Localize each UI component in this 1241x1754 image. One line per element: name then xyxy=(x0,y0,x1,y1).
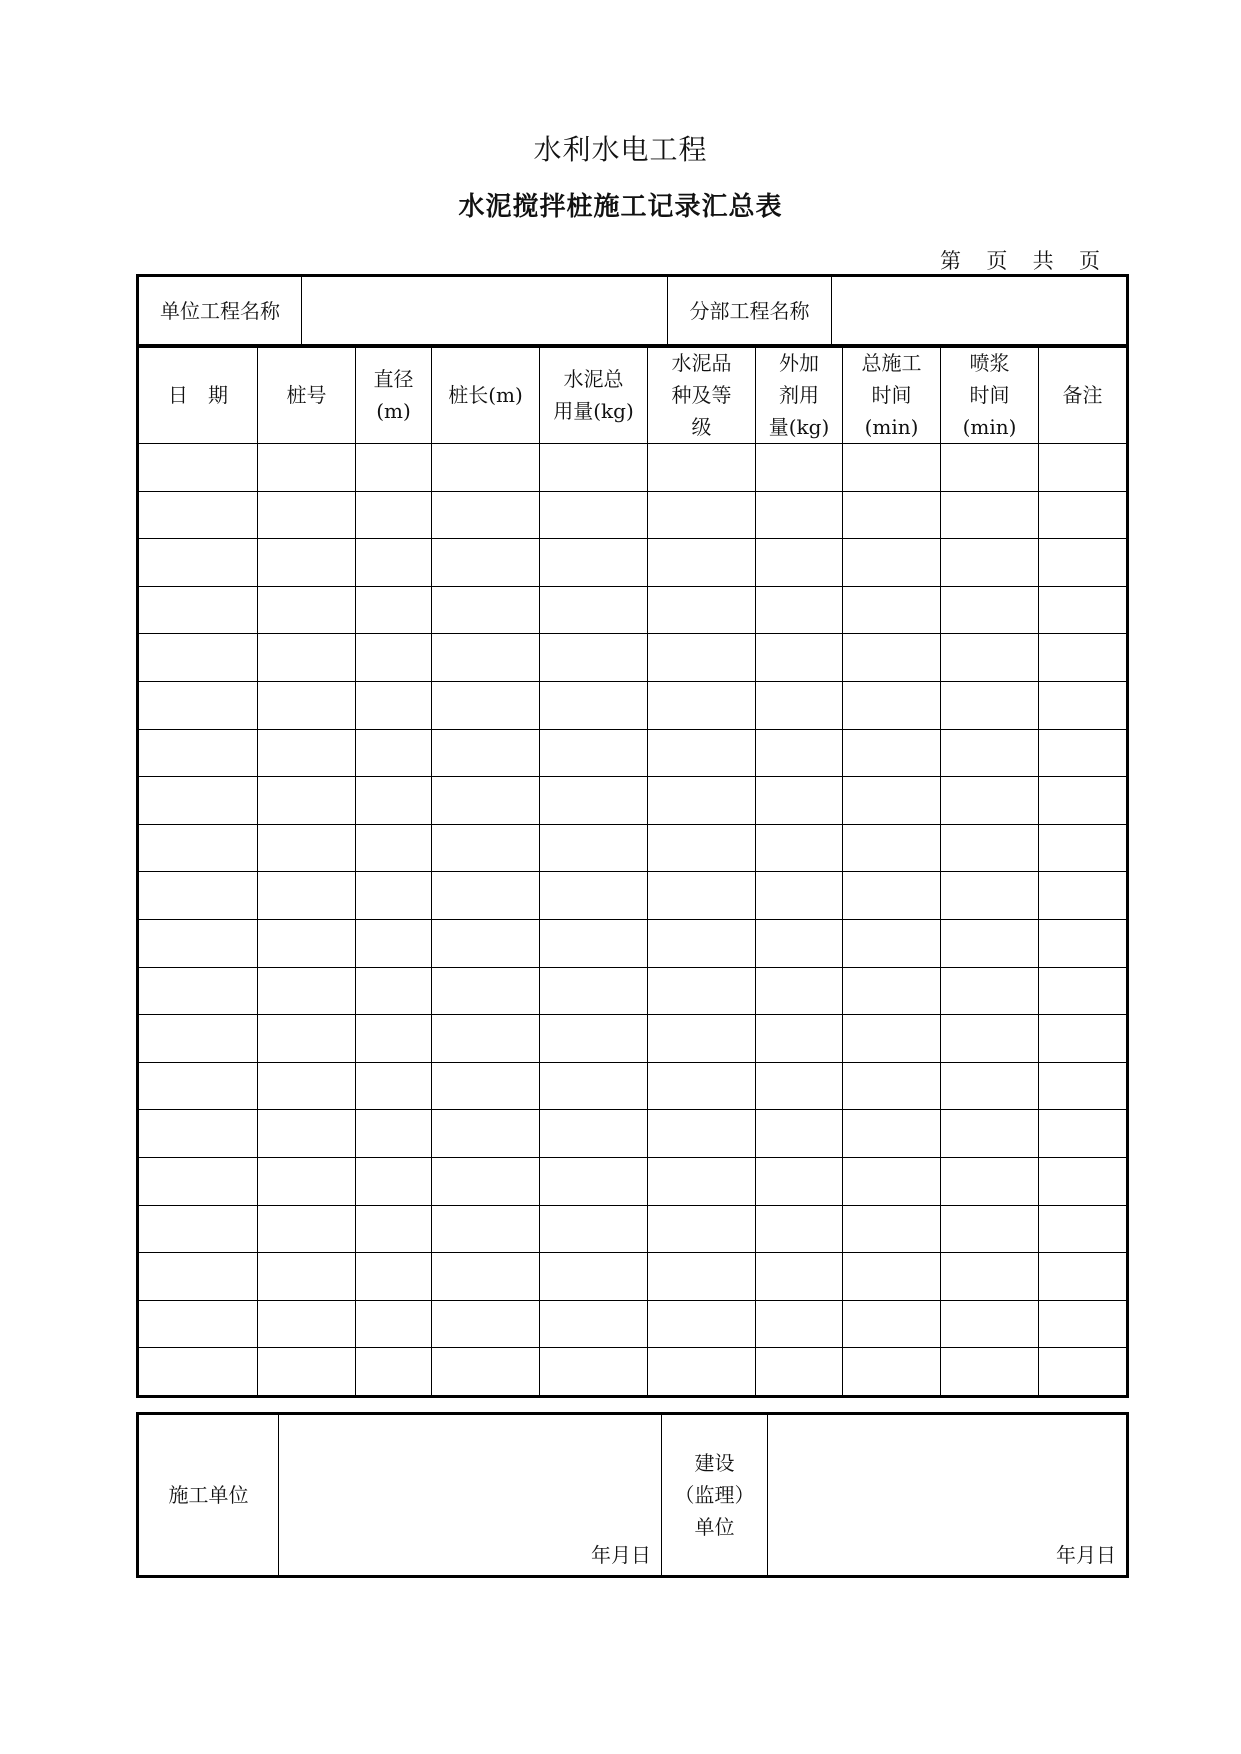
table-cell[interactable] xyxy=(138,729,258,777)
table-cell[interactable] xyxy=(356,1253,432,1301)
page-label-gong: 共 xyxy=(1032,249,1054,273)
table-cell[interactable] xyxy=(756,1062,843,1110)
table-cell[interactable] xyxy=(258,729,356,777)
table-cell[interactable] xyxy=(432,1157,540,1205)
table-cell[interactable] xyxy=(432,681,540,729)
table-cell[interactable] xyxy=(648,444,756,492)
table-cell[interactable] xyxy=(756,1110,843,1158)
table-cell[interactable] xyxy=(1039,634,1128,682)
column-header-line: 种及等 xyxy=(671,383,732,407)
table-cell[interactable] xyxy=(356,824,432,872)
table-cell[interactable] xyxy=(648,681,756,729)
table-cell[interactable] xyxy=(258,824,356,872)
table-cell[interactable] xyxy=(356,1157,432,1205)
column-header-line: (m) xyxy=(376,399,411,423)
page-label-ye: 页 xyxy=(986,249,1008,273)
table-cell[interactable] xyxy=(432,729,540,777)
table-cell[interactable] xyxy=(138,1205,258,1253)
table-cell[interactable] xyxy=(356,1062,432,1110)
table-cell[interactable] xyxy=(356,1110,432,1158)
table-cell[interactable] xyxy=(540,729,648,777)
table-cell[interactable] xyxy=(843,1110,941,1158)
table-row xyxy=(138,872,1128,920)
table-cell[interactable] xyxy=(138,681,258,729)
table-cell[interactable] xyxy=(1039,681,1128,729)
table-row xyxy=(138,1205,1128,1253)
table-cell[interactable] xyxy=(356,1205,432,1253)
table-cell[interactable] xyxy=(756,824,843,872)
table-cell[interactable] xyxy=(843,1348,941,1397)
table-cell[interactable] xyxy=(356,444,432,492)
table-cell[interactable] xyxy=(356,872,432,920)
table-cell[interactable] xyxy=(540,919,648,967)
table-cell[interactable] xyxy=(941,777,1039,825)
column-header xyxy=(648,346,756,444)
column-header-line: 日 期 xyxy=(168,383,228,407)
table-cell[interactable] xyxy=(843,586,941,634)
table-cell[interactable] xyxy=(258,491,356,539)
table-cell[interactable] xyxy=(540,1015,648,1063)
table-cell[interactable] xyxy=(756,586,843,634)
column-header-line: 喷浆 xyxy=(969,351,1010,375)
table-cell[interactable] xyxy=(356,491,432,539)
column-header-line: (min) xyxy=(962,415,1017,439)
column-header xyxy=(540,346,648,444)
table-cell[interactable] xyxy=(258,1015,356,1063)
column-header-line: 桩号 xyxy=(286,383,327,407)
table-cell[interactable] xyxy=(1039,1062,1128,1110)
table-cell[interactable] xyxy=(843,444,941,492)
table-cell[interactable] xyxy=(843,1300,941,1348)
table-cell[interactable] xyxy=(941,1015,1039,1063)
table-cell[interactable] xyxy=(648,824,756,872)
table-cell[interactable] xyxy=(540,634,648,682)
table-cell[interactable] xyxy=(138,1348,258,1397)
table-cell[interactable] xyxy=(1039,1205,1128,1253)
table-row xyxy=(138,824,1128,872)
column-header-line: 剂用 xyxy=(779,383,819,407)
table-cell[interactable] xyxy=(432,824,540,872)
document-title: 水利水电工程 xyxy=(533,133,708,166)
table-cell[interactable] xyxy=(941,539,1039,587)
table-row xyxy=(138,634,1128,682)
table-cell[interactable] xyxy=(1039,1157,1128,1205)
column-header xyxy=(756,346,843,444)
table-cell[interactable] xyxy=(138,1062,258,1110)
table-cell[interactable] xyxy=(1039,919,1128,967)
column-header-line: (min) xyxy=(864,415,919,439)
table-cell[interactable] xyxy=(138,967,258,1015)
table-cell[interactable] xyxy=(941,872,1039,920)
table-cell[interactable] xyxy=(138,1015,258,1063)
table-cell[interactable] xyxy=(1039,729,1128,777)
table-cell[interactable] xyxy=(356,586,432,634)
table-row xyxy=(138,1110,1128,1158)
page-label-ye-total: 页 xyxy=(1078,249,1100,273)
table-cell[interactable] xyxy=(756,1253,843,1301)
table-cell[interactable] xyxy=(356,681,432,729)
table-cell[interactable] xyxy=(648,1015,756,1063)
owner-supervisor-label xyxy=(662,1414,768,1577)
table-row xyxy=(138,1157,1128,1205)
table-cell[interactable] xyxy=(356,729,432,777)
table-cell[interactable] xyxy=(258,1157,356,1205)
table-row xyxy=(138,1253,1128,1301)
table-row xyxy=(138,681,1128,729)
unit-project-name-field[interactable] xyxy=(302,276,668,347)
table-cell[interactable] xyxy=(432,872,540,920)
table-cell[interactable] xyxy=(648,1253,756,1301)
unit-project-name-label: 单位工程名称 xyxy=(138,276,302,347)
contractor-date: 年月日 xyxy=(591,1543,651,1567)
table-cell[interactable] xyxy=(540,539,648,587)
table-cell[interactable] xyxy=(756,919,843,967)
table-cell[interactable] xyxy=(648,1062,756,1110)
column-header-line: 用量(kg) xyxy=(553,399,634,423)
table-cell[interactable] xyxy=(138,1157,258,1205)
table-cell[interactable] xyxy=(138,872,258,920)
table-cell[interactable] xyxy=(941,729,1039,777)
table-cell[interactable] xyxy=(843,872,941,920)
table-row xyxy=(138,967,1128,1015)
table-cell[interactable] xyxy=(1039,872,1128,920)
table-cell[interactable] xyxy=(941,1110,1039,1158)
table-cell[interactable] xyxy=(432,777,540,825)
table-cell[interactable] xyxy=(843,919,941,967)
table-cell[interactable] xyxy=(648,1157,756,1205)
table-cell[interactable] xyxy=(540,1300,648,1348)
table-cell[interactable] xyxy=(258,1062,356,1110)
column-header-line: 桩长(m) xyxy=(448,383,523,407)
table-cell[interactable] xyxy=(540,1062,648,1110)
table-row xyxy=(138,1062,1128,1110)
table-cell[interactable] xyxy=(356,1300,432,1348)
table-row xyxy=(138,919,1128,967)
contractor-label: 施工单位 xyxy=(138,1414,279,1577)
table-cell[interactable] xyxy=(843,1062,941,1110)
column-header xyxy=(432,346,540,444)
table-cell[interactable] xyxy=(756,872,843,920)
table-cell[interactable] xyxy=(843,634,941,682)
table-cell[interactable] xyxy=(432,1110,540,1158)
table-cell[interactable] xyxy=(843,681,941,729)
table-cell[interactable] xyxy=(941,919,1039,967)
column-header xyxy=(258,346,356,444)
table-cell[interactable] xyxy=(138,586,258,634)
table-cell[interactable] xyxy=(138,1110,258,1158)
table-cell[interactable] xyxy=(756,681,843,729)
table-cell[interactable] xyxy=(941,681,1039,729)
column-header-line: 总施工 xyxy=(861,351,922,375)
table-cell[interactable] xyxy=(1039,824,1128,872)
table-cell[interactable] xyxy=(1039,539,1128,587)
table-cell[interactable] xyxy=(648,1110,756,1158)
table-cell[interactable] xyxy=(756,777,843,825)
owner-label-line: （监理） xyxy=(674,1483,755,1507)
table-cell[interactable] xyxy=(843,1015,941,1063)
table-cell[interactable] xyxy=(432,491,540,539)
table-cell[interactable] xyxy=(258,539,356,587)
table-cell[interactable] xyxy=(843,824,941,872)
table-cell[interactable] xyxy=(258,1110,356,1158)
table-cell[interactable] xyxy=(648,1205,756,1253)
table-cell[interactable] xyxy=(356,1015,432,1063)
table-cell[interactable] xyxy=(540,586,648,634)
table-cell[interactable] xyxy=(756,444,843,492)
table-cell[interactable] xyxy=(941,1062,1039,1110)
table-cell[interactable] xyxy=(258,586,356,634)
table-cell[interactable] xyxy=(843,777,941,825)
record-table xyxy=(136,344,1129,1398)
table-cell[interactable] xyxy=(432,1348,540,1397)
table-cell[interactable] xyxy=(941,1205,1039,1253)
table-cell[interactable] xyxy=(1039,1110,1128,1158)
column-header xyxy=(138,346,258,444)
table-cell[interactable] xyxy=(941,491,1039,539)
owner-label-line: 单位 xyxy=(694,1515,735,1539)
table-cell[interactable] xyxy=(540,824,648,872)
table-cell[interactable] xyxy=(432,1253,540,1301)
column-header-line: 时间 xyxy=(871,383,912,407)
table-cell[interactable] xyxy=(648,491,756,539)
table-cell[interactable] xyxy=(540,491,648,539)
table-cell[interactable] xyxy=(941,824,1039,872)
table-cell[interactable] xyxy=(1039,1015,1128,1063)
table-cell[interactable] xyxy=(540,967,648,1015)
table-cell[interactable] xyxy=(258,1300,356,1348)
table-cell[interactable] xyxy=(648,729,756,777)
table-cell[interactable] xyxy=(941,1300,1039,1348)
table-cell[interactable] xyxy=(756,1015,843,1063)
table-row xyxy=(138,444,1128,492)
table-cell[interactable] xyxy=(648,872,756,920)
signature-table xyxy=(136,1412,1129,1578)
table-cell[interactable] xyxy=(540,1253,648,1301)
table-cell[interactable] xyxy=(648,634,756,682)
table-cell[interactable] xyxy=(1039,444,1128,492)
table-cell[interactable] xyxy=(843,491,941,539)
table-cell[interactable] xyxy=(941,1348,1039,1397)
table-cell[interactable] xyxy=(540,777,648,825)
page-label-di: 第 xyxy=(940,249,961,273)
table-cell[interactable] xyxy=(756,1348,843,1397)
sub-project-name-field[interactable] xyxy=(832,276,1128,347)
table-cell[interactable] xyxy=(258,872,356,920)
table-cell[interactable] xyxy=(941,1157,1039,1205)
table-row xyxy=(138,1348,1128,1397)
table-cell[interactable] xyxy=(540,444,648,492)
table-cell[interactable] xyxy=(432,539,540,587)
table-cell[interactable] xyxy=(356,1348,432,1397)
column-header xyxy=(356,346,432,444)
column-header-line: 备注 xyxy=(1062,383,1103,407)
table-cell[interactable] xyxy=(138,1300,258,1348)
table-cell[interactable] xyxy=(648,919,756,967)
table-row xyxy=(138,729,1128,777)
table-cell[interactable] xyxy=(356,777,432,825)
table-cell[interactable] xyxy=(756,1300,843,1348)
table-cell[interactable] xyxy=(648,586,756,634)
project-info-table xyxy=(136,274,1129,348)
column-header xyxy=(843,346,941,444)
table-cell[interactable] xyxy=(1039,586,1128,634)
table-cell[interactable] xyxy=(756,634,843,682)
table-cell[interactable] xyxy=(138,634,258,682)
table-cell[interactable] xyxy=(432,967,540,1015)
table-cell[interactable] xyxy=(138,444,258,492)
column-header-line: 外加 xyxy=(779,351,819,375)
table-cell[interactable] xyxy=(941,967,1039,1015)
table-cell[interactable] xyxy=(356,634,432,682)
page-indicator xyxy=(940,245,1100,275)
column-header-line: 水泥总 xyxy=(563,367,624,391)
table-cell[interactable] xyxy=(432,1015,540,1063)
column-header-line: 时间 xyxy=(969,383,1010,407)
table-cell[interactable] xyxy=(258,1205,356,1253)
column-header-line: 量(kg) xyxy=(768,415,830,439)
table-cell[interactable] xyxy=(258,967,356,1015)
table-cell[interactable] xyxy=(648,1300,756,1348)
table-cell[interactable] xyxy=(941,1253,1039,1301)
table-row xyxy=(138,1300,1128,1348)
table-cell[interactable] xyxy=(756,1157,843,1205)
table-cell[interactable] xyxy=(756,539,843,587)
table-cell[interactable] xyxy=(843,729,941,777)
table-cell[interactable] xyxy=(941,634,1039,682)
column-header xyxy=(941,346,1039,444)
table-cell[interactable] xyxy=(540,1205,648,1253)
table-cell[interactable] xyxy=(756,1205,843,1253)
table-cell[interactable] xyxy=(258,634,356,682)
table-cell[interactable] xyxy=(540,872,648,920)
table-cell[interactable] xyxy=(756,967,843,1015)
table-cell[interactable] xyxy=(1039,1348,1128,1397)
table-cell[interactable] xyxy=(138,824,258,872)
table-cell[interactable] xyxy=(432,919,540,967)
table-cell[interactable] xyxy=(258,1253,356,1301)
table-cell[interactable] xyxy=(432,1205,540,1253)
table-cell[interactable] xyxy=(432,1300,540,1348)
table-cell[interactable] xyxy=(540,681,648,729)
owner-signature-field[interactable] xyxy=(768,1414,1128,1577)
table-cell[interactable] xyxy=(1039,491,1128,539)
table-cell[interactable] xyxy=(356,967,432,1015)
table-cell[interactable] xyxy=(356,919,432,967)
table-cell[interactable] xyxy=(843,539,941,587)
form-title: 水泥搅拌桩施工记录汇总表 xyxy=(458,192,783,222)
table-cell[interactable] xyxy=(432,586,540,634)
table-cell[interactable] xyxy=(756,491,843,539)
table-cell[interactable] xyxy=(540,1348,648,1397)
owner-label-line: 建设 xyxy=(694,1451,735,1475)
table-cell[interactable] xyxy=(648,1348,756,1397)
table-cell[interactable] xyxy=(1039,1300,1128,1348)
table-cell[interactable] xyxy=(1039,1253,1128,1301)
column-header-line: 直径 xyxy=(373,367,414,391)
table-cell[interactable] xyxy=(941,444,1039,492)
table-cell[interactable] xyxy=(540,1157,648,1205)
table-cell[interactable] xyxy=(138,1253,258,1301)
table-cell[interactable] xyxy=(648,777,756,825)
sub-project-name-label: 分部工程名称 xyxy=(668,276,832,347)
table-cell[interactable] xyxy=(432,1062,540,1110)
column-header-row xyxy=(138,346,1128,444)
table-cell[interactable] xyxy=(941,586,1039,634)
column-header-line: 级 xyxy=(691,415,712,439)
table-cell[interactable] xyxy=(138,777,258,825)
table-cell[interactable] xyxy=(843,1205,941,1253)
contractor-signature-field[interactable] xyxy=(279,1414,662,1577)
table-cell[interactable] xyxy=(258,777,356,825)
table-cell[interactable] xyxy=(843,967,941,1015)
table-cell[interactable] xyxy=(648,967,756,1015)
table-cell[interactable] xyxy=(843,1253,941,1301)
table-cell[interactable] xyxy=(138,491,258,539)
table-cell[interactable] xyxy=(258,919,356,967)
table-row xyxy=(138,777,1128,825)
table-cell[interactable] xyxy=(138,539,258,587)
table-cell[interactable] xyxy=(1039,777,1128,825)
table-row xyxy=(138,586,1128,634)
table-cell[interactable] xyxy=(432,444,540,492)
table-cell[interactable] xyxy=(258,1348,356,1397)
column-header-line: 水泥品 xyxy=(671,351,732,375)
table-row xyxy=(138,1015,1128,1063)
table-cell[interactable] xyxy=(1039,967,1128,1015)
table-row xyxy=(138,491,1128,539)
owner-date: 年月日 xyxy=(1056,1543,1116,1567)
table-cell[interactable] xyxy=(756,729,843,777)
table-cell[interactable] xyxy=(138,919,258,967)
column-header xyxy=(1039,346,1128,444)
table-row xyxy=(138,539,1128,587)
table-cell[interactable] xyxy=(648,539,756,587)
table-cell[interactable] xyxy=(432,634,540,682)
table-cell[interactable] xyxy=(356,539,432,587)
table-cell[interactable] xyxy=(540,1110,648,1158)
table-cell[interactable] xyxy=(258,444,356,492)
table-cell[interactable] xyxy=(258,681,356,729)
table-cell[interactable] xyxy=(843,1157,941,1205)
